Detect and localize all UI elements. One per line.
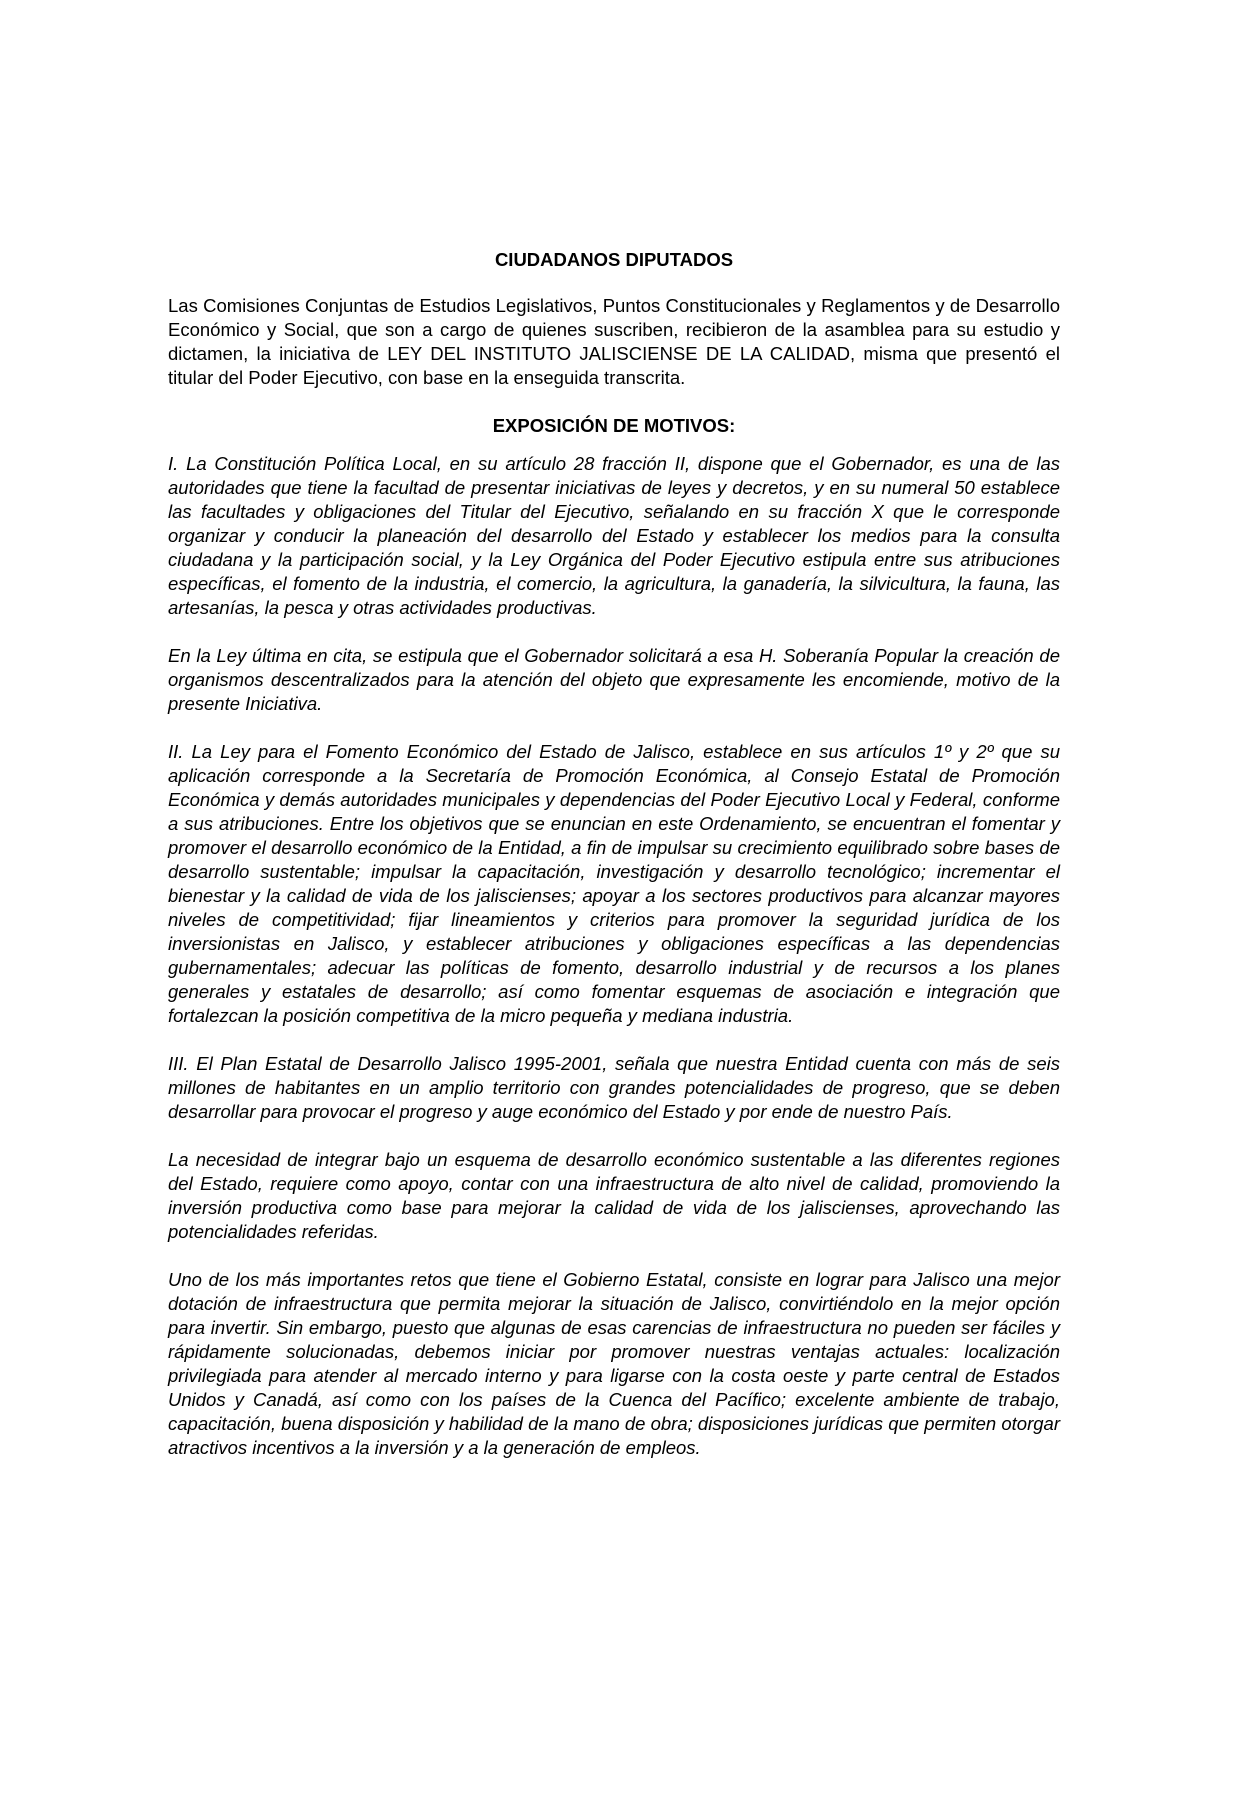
document-title: CIUDADANOS DIPUTADOS bbox=[494, 249, 734, 270]
paragraph-1: I. La Constitución Política Local, en su artículo 28 fracción II, dispone que el Gobernador, es una de las autoridades que tiene la facultad de presentar iniciativas de leyes y decretos, y en su numeral 50 establece las facultades y obligaciones del Titular del Ejecutivo, señalando en su fracción X que le corresponde organizar y conducir la planeación del desarrollo del Estado y establecer los medios para la consulta ciudadana y la participación social, y la Ley Orgánica del Poder Ejecutivo estipula entre sus atribuciones específicas, el fomento de la industria, el comercio, la agricultura, la ganadería, la silvicultura, la fauna, las artesanías, la pesca y otras actividades productivas. bbox=[168, 453, 1060, 618]
document-page bbox=[168, 248, 1060, 1484]
section-title: EXPOSICIÓN DE MOTIVOS: bbox=[492, 415, 736, 436]
paragraph-3: II. La Ley para el Fomento Económico del Estado de Jalisco, establece en sus artículos 1º y 2º que su aplicación corresponde a la Secretaría de Promoción Económica, al Consejo Estatal de Promoción Económica y demás autoridades municipales y dependencias del Poder Ejecutivo Local y Federal, conforme a sus atribuciones. Entre los objetivos que se enuncian en este Ordenamiento, se encuentran el fomentar y promover el desarrollo económico de la Entidad, a fin de impulsar su crecimiento equilibrado sobre bases de desarrollo sustentable; impulsar la capacitación, investigación y desarrollo tecnológico; incrementar el bienestar y la calidad de vida de los jaliscienses; apoyar a los sectores productivos para alcanzar mayores niveles de competitividad; fijar lineamientos y criterios para promover la seguridad jurídica de los inversionistas en Jalisco, y establecer atribuciones y obligaciones específicas a las dependencias gubernamentales; adecuar las políticas de fomento, desarrollo industrial y de recursos a los planes generales y estatales de desarrollo; así como fomentar esquemas de asociación e integración que fortalezcan la posición competitiva de la micro pequeña y mediana industria. bbox=[168, 741, 1060, 1026]
paragraph-4: III. El Plan Estatal de Desarrollo Jalisco 1995-2001, señala que nuestra Entidad cuenta con más de seis millones de habitantes en un amplio territorio con grandes potencialidades de progreso, que se deben desarrollar para provocar el progreso y auge económico del Estado y por ende de nuestro País. bbox=[168, 1053, 1060, 1122]
intro-paragraph: Las Comisiones Conjuntas de Estudios Legislativos, Puntos Constitucionales y Reglamentos y de Desarrollo Económico y Social, que son a cargo de quienes suscriben, recibieron de la asamblea para su estudio y dictamen, la iniciativa de LEY DEL INSTITUTO JALISCIENSE DE LA CALIDAD, misma que presentó el titular del Poder Ejecutivo, con base en la enseguida transcrita. bbox=[168, 295, 1060, 388]
paragraph-2: En la Ley última en cita, se estipula que el Gobernador solicitará a esa H. Soberanía Popular la creación de organismos descentralizados para la atención del objeto que expresamente les encomiende, motivo de la presente Iniciativa. bbox=[168, 645, 1060, 714]
paragraph-6: Uno de los más importantes retos que tiene el Gobierno Estatal, consiste en lograr para Jalisco una mejor dotación de infraestructura que permita mejorar la situación de Jalisco, convirtiéndolo en la mejor opción para invertir. Sin embargo, puesto que algunas de esas carencias de infraestructura no pueden ser fáciles y rápidamente solucionadas, debemos iniciar por promover nuestras ventajas actuales: localización privilegiada para atender al mercado interno y para ligarse con la costa oeste y parte central de Estados Unidos y Canadá, así como con los países de la Cuenca del Pacífico; excelente ambiente de trabajo, capacitación, buena disposición y habilidad de la mano de obra; disposiciones jurídicas que permiten otorgar atractivos incentivos a la inversión y a la generación de empleos. bbox=[168, 1269, 1060, 1458]
paragraph-5: La necesidad de integrar bajo un esquema de desarrollo económico sustentable a las diferentes regiones del Estado, requiere como apoyo, contar con una infraestructura de alto nivel de calidad, promoviendo la inversión productiva como base para mejorar la calidad de vida de los jaliscienses, aprovechando las potencialidades referidas. bbox=[168, 1149, 1060, 1242]
